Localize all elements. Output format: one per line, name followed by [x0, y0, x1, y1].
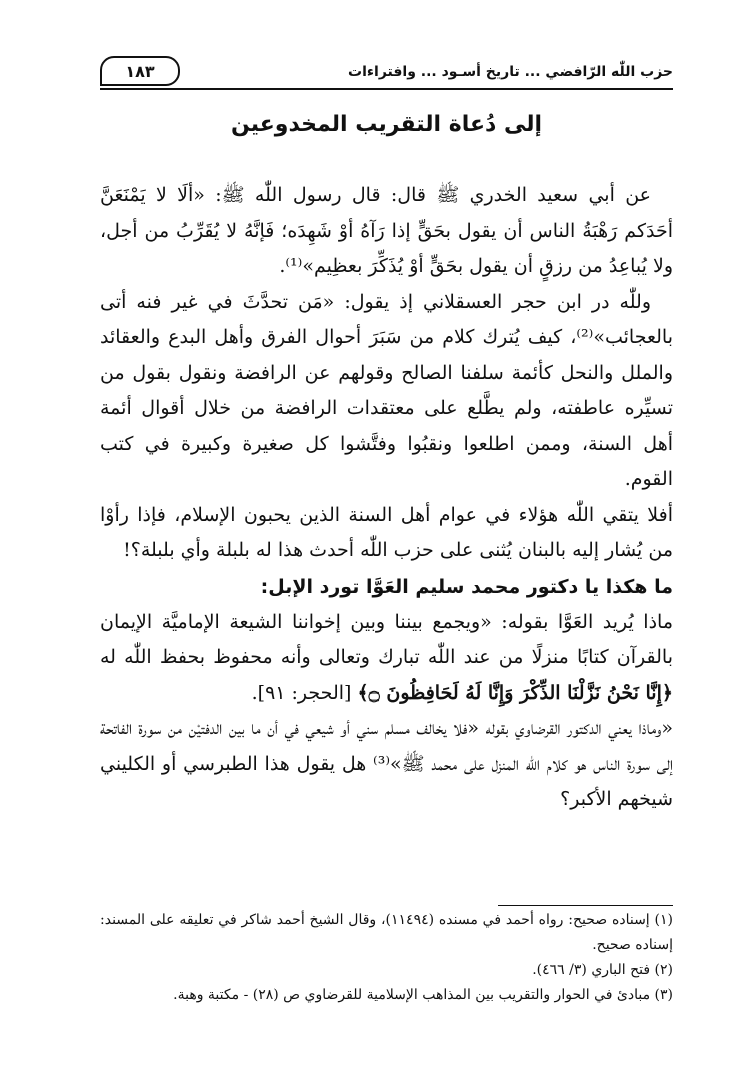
section-title: إلى دُعاة التقريب المخدوعين [230, 112, 543, 137]
page-number: ١٨٣ [100, 56, 180, 86]
paragraph-2: وللّٰه در ابن حجر العسقلاني إذ يقول: «مَن تحدَّثَ في غير فنه أتى بالعجائب»⁽²⁾، كيف يُترك كلام من سَبَرَ أحوال الفرق وأهل البدع والعقائد والملل والنحل كأئمة سلفنا الصالح وقولهم عن الرافضة ونقول بقول من تسيِّره عاطفته، ولم يطَّلع على معتقدات الرافضة من خلال أقوال أئمة أهل السنة، وممن اطلعوا ونقبُوا وفتَّشوا كل صغيرة وكبيرة في كتب القوم. [100, 290, 674, 490]
running-title: حزب اللّٰه الرّافضي ... تاريخ أسـود ... وافتراءات [348, 64, 673, 80]
footnotes [100, 908, 673, 1008]
body-text [100, 178, 673, 818]
paragraph-1: عن أبي سعيد الخدري ﷺ قال: قال رسول اللّٰه ﷺ: «ألَا لا يَمْنَعَنَّ أحَدَكم رَهْبَةُ الناس أن يقول بحَقٍّ إذا رَآهُ أوْ شَهِدَه؛ فَإنَّهُ لا يُقَرِّبُ من أجل، ولا يُباعِدُ من رزقٍ أن يقول بحَقٍّ أوْ يُذَكِّرَ بعظِيم»⁽¹⁾. [100, 184, 673, 277]
subheading: ما هكذا يا دكتور محمد سليم العَوَّا تورد الإبل: [260, 575, 673, 598]
footnote-1: (١) إسناده صحيح: رواه أحمد في مسنده (١١٤٩٤)، وقال الشيخ أحمد شاكر في تعليقه على المسند: إسناده صحيح. [100, 912, 673, 953]
running-header [100, 56, 673, 88]
paragraph-3: أفلا يتقي اللّٰه هؤلاء في عوام أهل السنة الذين يحبون الإسلام، فإذا رأوْا من يُشار إليه بالبنان يُثنى على حزب اللّٰه أحدث هذا له بلبلة وأي بلبلة؟! [100, 503, 673, 561]
paragraph-4-text: ماذا يُريد العَوَّا بقوله: «ويجمع بيننا وبين إخواننا الشيعة الإماميَّة الإيمان بالقرآن كتابًا منزلًا من عند اللّٰه تبارك وتعالى وأنه محفوظ بحفظ اللّٰه له [100, 610, 673, 668]
footnote-2: (٢) فتح الباري (٣/ ٤٦٦). [532, 962, 673, 978]
header-rule [100, 88, 673, 90]
paragraph-5: «وماذا يعني الدكتور القرضاوي بقوله «فلا يخالف مسلم سني أو شيعي في أن ما بين الدفتيْن من سورة الفاتحة إلى سورة الناس هو كلام اللّٰه المنزل على محمد ﷺ»⁽³⁾ هل يقول هذا الطبرسي أو الكليني شيخهم الأكبر؟ [100, 717, 673, 810]
verse-reference: [الحجر: ٩١]. [251, 681, 352, 704]
footnote-3: (٣) مبادئ في الحوار والتقريب بين المذاهب الإسلامية للقرضاوي ص (٢٨) - مكتبة وهبة. [173, 987, 673, 1003]
quran-verse: ﴿إِنَّا نَحْنُ نَزَّلْنَا الذِّكْرَ وَإِنَّا لَهُ لَحَافِظُونَ ۝﴾ [357, 681, 673, 704]
paragraph-4 [100, 605, 673, 712]
footnote-separator [498, 905, 673, 906]
